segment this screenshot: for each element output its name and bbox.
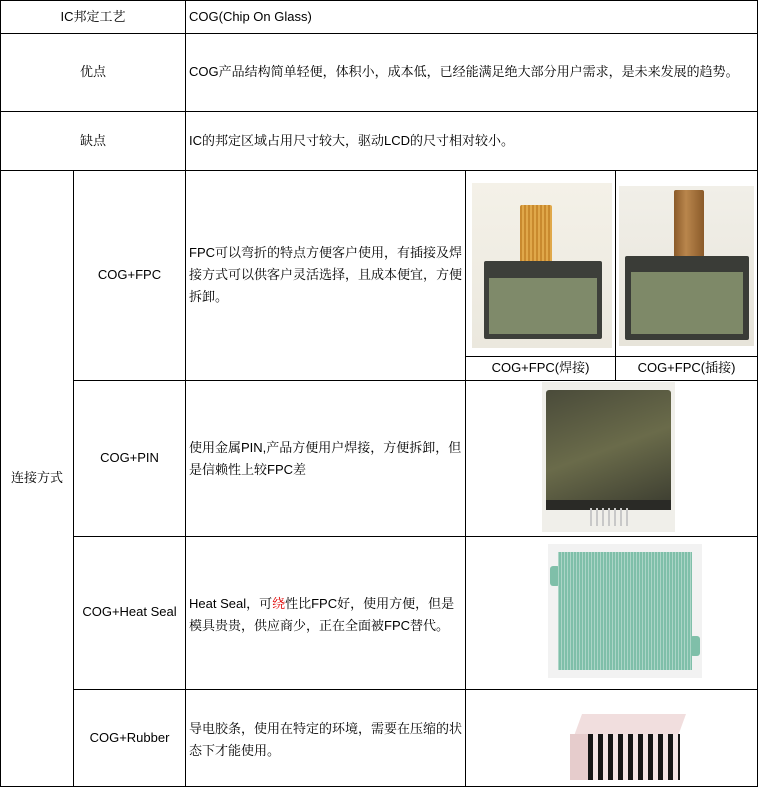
header-value: COG(Chip On Glass) <box>189 9 312 24</box>
desc-red-text: 绕 <box>272 596 286 611</box>
desc-line: FPC可以弯折的特点方便客户使用，有插接及焊 <box>189 245 463 260</box>
method-desc-fpc <box>189 242 463 308</box>
heat-seal-photo <box>548 544 702 678</box>
row-line <box>73 380 758 381</box>
desc-line: 导电胶条，使用在特定的环境，需要在压缩的状 <box>189 721 463 736</box>
method-desc-heat-seal <box>189 593 463 637</box>
desc-line: 接方式可以供客户灵活选择，且成本便宜，方便 <box>189 267 463 282</box>
col-line <box>615 170 616 380</box>
row-line <box>0 111 758 112</box>
fpc-plug-photo <box>619 186 754 346</box>
caption-fpc-plug: COG+FPC(插接) <box>637 360 736 375</box>
row-line <box>73 536 758 537</box>
advantages-label: 优点 <box>79 64 106 79</box>
method-desc-rubber <box>189 718 463 762</box>
header-label: IC邦定工艺 <box>60 9 126 24</box>
row-line <box>0 170 758 171</box>
disadvantages-label: 缺点 <box>79 133 106 148</box>
rubber-photo <box>566 712 686 782</box>
desc-line: 模具贵贵，供应商少，正在全面被FPC替代。 <box>189 618 450 633</box>
method-name-pin: COG+PIN <box>100 450 159 465</box>
col-line <box>465 170 466 787</box>
col-line <box>0 0 1 787</box>
desc-text: 性比FPC好，使用方便，但是 <box>285 596 455 611</box>
method-name-heat-seal: COG+Heat Seal <box>82 604 177 619</box>
col-line <box>185 0 186 787</box>
method-name-rubber: COG+Rubber <box>89 730 170 745</box>
row-line <box>0 33 758 34</box>
row-line <box>73 689 758 690</box>
desc-line: 拆卸。 <box>189 289 229 304</box>
desc-line: 态下才能使用。 <box>189 743 281 758</box>
fpc-welded-photo <box>472 183 612 348</box>
method-desc-pin <box>189 437 463 481</box>
row-line <box>0 786 758 787</box>
desc-line: 是信赖性上较FPC差 <box>189 462 307 477</box>
col-line <box>73 170 74 787</box>
desc-text: Heat Seal，可 <box>189 596 273 611</box>
pin-photo <box>542 382 675 532</box>
col-line <box>757 0 758 787</box>
advantages-value: COG产品结构简单轻便，体积小，成本低，已经能满足绝大部分用户需求，是未来发展的趋势。 <box>189 64 739 79</box>
row-line <box>0 0 758 1</box>
desc-line: 使用金属PIN,产品方便用户焊接，方便拆卸，但 <box>189 440 462 455</box>
caption-fpc-welded: COG+FPC(焊接) <box>491 360 590 375</box>
desc-line <box>189 593 463 615</box>
method-name-fpc: COG+FPC <box>97 267 162 282</box>
disadvantages-value: IC的邦定区域占用尺寸较大，驱动LCD的尺寸相对较小。 <box>189 133 515 148</box>
connection-label: 连接方式 <box>10 470 63 485</box>
